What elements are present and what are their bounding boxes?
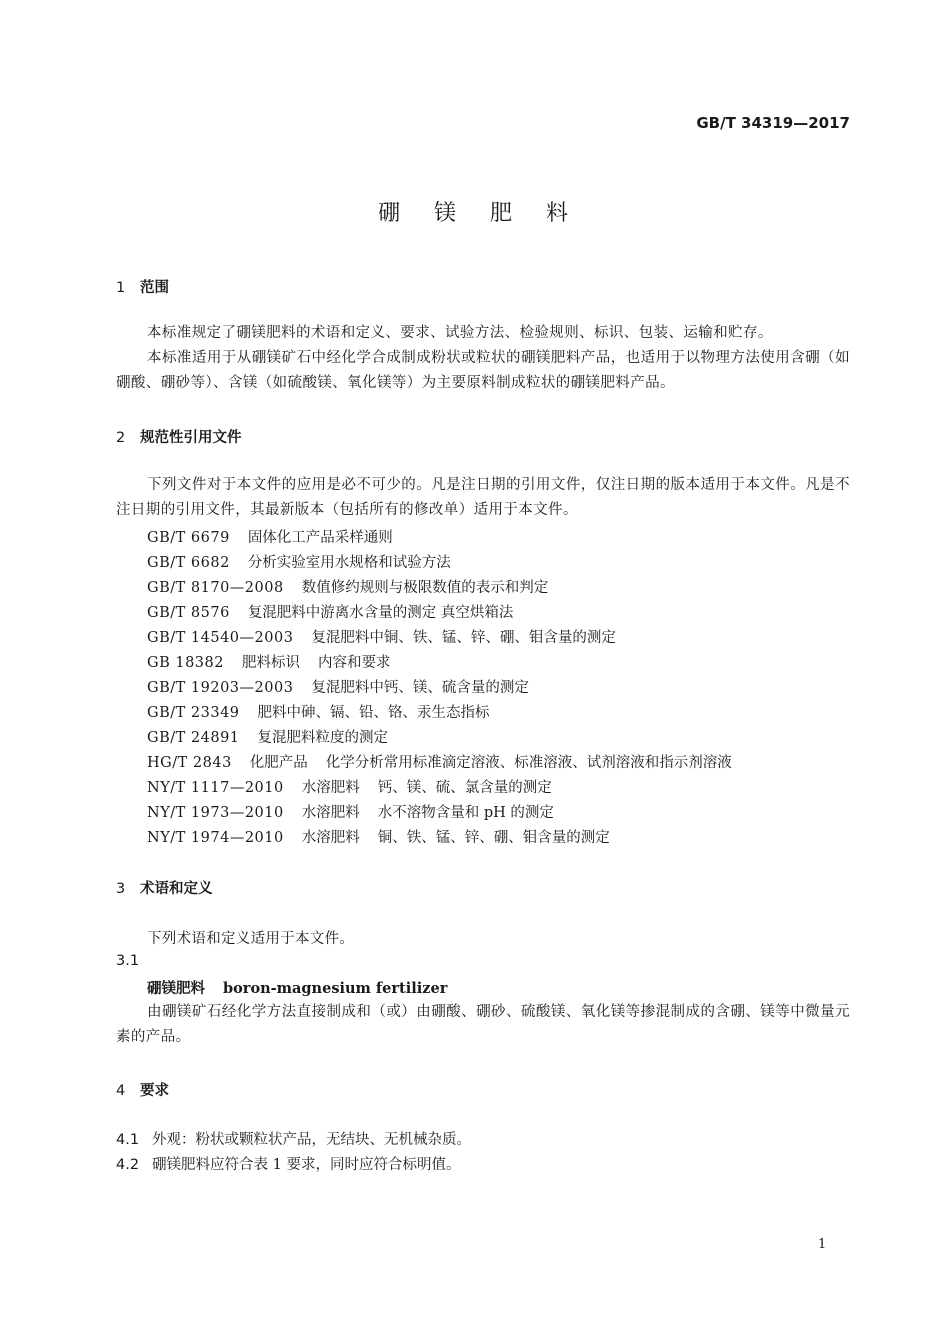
reference-title: 肥料中砷、镉、铅、铬、汞生态指标 [257,705,490,721]
reference-item [147,726,388,747]
reference-item [147,776,552,797]
reference-code: GB/T 6679 [147,530,230,546]
reference-code: GB/T 14540—2003 [147,630,294,646]
reference-code: GB/T 19203—2003 [147,680,294,696]
reference-subtitle: 水不溶物含量和 pH 的测定 [377,805,554,821]
term-chinese: 硼镁肥料 [147,981,205,997]
reference-code: GB/T 23349 [147,705,240,721]
page-number: 1 [818,1237,827,1252]
reference-code: NY/T 1974—2010 [147,830,284,846]
section-1-heading [116,276,169,297]
reference-code: GB/T 8170—2008 [147,580,284,596]
section-title: 术语和定义 [140,881,213,897]
title-char: 料 [546,201,573,226]
title-char: 硼 [377,201,404,226]
term-entry [147,977,447,998]
reference-code: GB/T 6682 [147,555,230,571]
requirement-number: 4.1 [116,1132,140,1148]
reference-title: 水溶肥料 [301,780,360,796]
reference-title: 分析实验室用水规格和试验方法 [247,555,451,571]
reference-code: GB/T 24891 [147,730,240,746]
reference-item [147,626,616,647]
reference-item [147,526,393,547]
scope-paragraph-2: 本标准适用于从硼镁矿石中经化学合成制成粉状或粒状的硼镁肥料产品，也适用于以物理方法使用含硼（如硼酸、硼砂等）、含镁（如硫酸镁、氧化镁等）为主要原料制成粒状的硼镁肥料产品。 [116,350,850,391]
reference-item [147,751,732,772]
reference-item [147,551,451,572]
section-2-heading [116,426,242,447]
reference-item [147,601,513,622]
reference-item [147,676,529,697]
requirement-item [116,1153,460,1174]
reference-item [147,801,554,822]
reference-title: 固体化工产品采样通则 [247,530,393,546]
section-number: 4 [116,1083,126,1099]
reference-subtitle: 钙、镁、硫、氯含量的测定 [377,780,552,796]
reference-title: 肥料标识 [241,655,300,671]
clause-number: 3.1 [116,953,140,969]
title-char: 镁 [433,201,460,226]
reference-code: GB 18382 [147,655,224,671]
reference-subtitle: 铜、铁、锰、锌、硼、钼含量的测定 [377,830,610,846]
reference-subtitle: 内容和要求 [317,655,391,671]
reference-item [147,826,610,847]
terms-intro: 下列术语和定义适用于本文件。 [147,931,355,947]
reference-title: 复混肥料中钙、镁、硫含量的测定 [311,680,529,696]
references-intro: 下列文件对于本文件的应用是必不可少的。凡是注日期的引用文件，仅注日期的版本适用于本文件。凡是不注日期的引用文件，其最新版本（包括所有的修改单）适用于本文件。 [116,477,850,518]
section-title: 规范性引用文件 [140,430,242,446]
section-title: 范围 [140,280,169,296]
section-number: 2 [116,430,126,446]
scope-paragraph-1: 本标准规定了硼镁肥料的术语和定义、要求、试验方法、检验规则、标识、包装、运输和贮存。 [147,325,773,341]
reference-item [147,651,390,672]
reference-item [147,576,548,597]
reference-code: NY/T 1117—2010 [147,780,284,796]
reference-title: 水溶肥料 [301,830,360,846]
section-number: 1 [116,280,126,296]
reference-subtitle: 化学分析常用标准滴定溶液、标准溶液、试剂溶液和指示剂溶液 [325,755,732,771]
section-3-heading [116,877,213,898]
requirement-text: 硼镁肥料应符合表 1 要求，同时应符合标明值。 [152,1157,461,1173]
section-title: 要求 [140,1083,169,1099]
requirement-text: 外观：粉状或颗粒状产品，无结块、无机械杂质。 [152,1132,471,1148]
section-number: 3 [116,881,126,897]
title-char: 肥 [490,201,517,226]
reference-title: 水溶肥料 [301,805,360,821]
document-title [0,196,950,227]
reference-code: HG/T 2843 [147,755,232,771]
reference-item [147,701,490,722]
reference-title: 复混肥料中游离水含量的测定 真空烘箱法 [247,605,514,621]
term-definition: 由硼镁矿石经化学方法直接制成和（或）由硼酸、硼砂、硫酸镁、氧化镁等掺混制成的含硼、镁等中微量元素的产品。 [116,1004,850,1045]
reference-title: 化肥产品 [249,755,308,771]
term-english: boron-magnesium fertilizer [223,980,448,997]
section-4-heading [116,1079,169,1100]
reference-title: 数值修约规则与极限数值的表示和判定 [301,580,549,596]
reference-code: GB/T 8576 [147,605,230,621]
reference-title: 复混肥料粒度的测定 [257,730,389,746]
standard-number: GB/T 34319—2017 [696,114,850,132]
requirement-item [116,1128,471,1149]
requirement-number: 4.2 [116,1157,140,1173]
reference-title: 复混肥料中铜、铁、锰、锌、硼、钼含量的测定 [311,630,616,646]
reference-code: NY/T 1973—2010 [147,805,284,821]
